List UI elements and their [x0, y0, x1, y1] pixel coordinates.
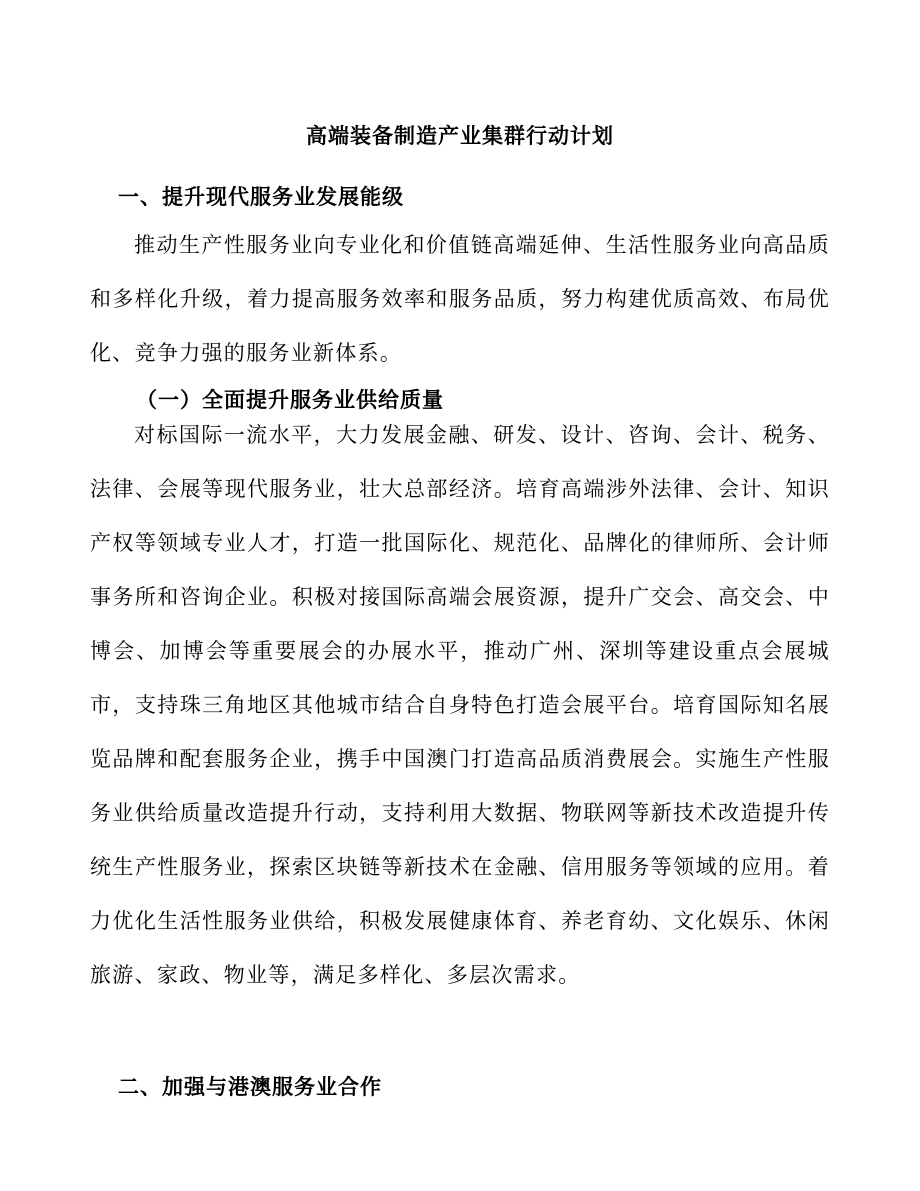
subsection-1-body-paragraph: 对标国际一流水平，大力发展金融、研发、设计、咨询、会计、税务、法律、会展等现代服务业，壮大总部经济。培育高端涉外法律、会计、知识产权等领域专业人才，打造一批国际化、规范化、品牌化的律师所、会计师事务所和咨询企业。积极对接国际高端会展资源，提升广交会、高交会、中博会、加博会等重要展会的办展水平，推动广州、深圳等建设重点会展城市，支持珠三角地区其他城市结合自身特色打造会展平台。培育国际知名展览品牌和配套服务企业，携手中国澳门打造高品质消费展会。实施生产性服务业供给质量改造提升行动，支持利用大数据、物联网等新技术改造提升传统生产性服务业，探索区块链等新技术在金融、信用服务等领域的应用。着力优化生活性服务业供给，积极发展健康体育、养老育幼、文化娱乐、休闲旅游、家政、物业等，满足多样化、多层次需求。	[90, 423, 830, 987]
section-heading-2: 二、加强与港澳服务业合作	[118, 1074, 382, 1099]
section-heading-1: 一、提升现代服务业发展能级	[118, 184, 404, 209]
document-title: 高端装备制造产业集群行动计划	[306, 123, 614, 148]
subsection-heading-1: （一）全面提升服务业供给质量	[136, 387, 444, 412]
section-1-intro-paragraph: 推动生产性服务业向专业化和价值链高端延伸、生活性服务业向高品质和多样化升级，着力提高服务效率和服务品质，努力构建优质高效、布局优化、竞争力强的服务业新体系。	[90, 233, 830, 365]
